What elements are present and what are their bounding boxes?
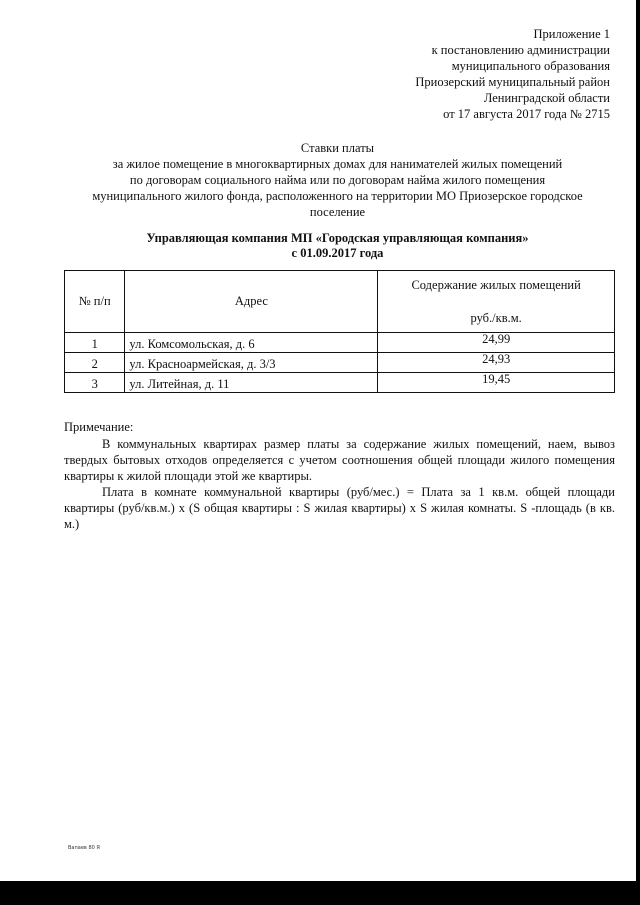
row-num: 3	[65, 373, 125, 393]
appendix-line: Приложение 1	[533, 27, 610, 41]
title-line: поселение	[309, 205, 366, 219]
header-value-line1: Содержание жилых помещений	[411, 277, 581, 292]
row-value: 24,93	[378, 353, 615, 373]
note-paragraph: Плата в комнате коммунальной квартиры (руб/мес.) = Плата за 1 кв.м. общей площади квартиры (руб/кв.м.) х (S общая квартиры : S жилая квартиры) x S жилая комнаты. S -площадь (в кв. м.)	[64, 485, 615, 531]
header-value	[378, 271, 615, 333]
row-num: 1	[65, 333, 125, 353]
appendix-line: Ленинградской области	[483, 91, 610, 105]
header-num: № п/п	[65, 271, 125, 333]
appendix-header	[415, 26, 610, 122]
rates-table	[64, 270, 615, 393]
title-line: Ставки платы	[300, 141, 375, 155]
company-heading	[60, 231, 615, 261]
appendix-line: от 17 августа 2017 года № 2715	[443, 107, 610, 121]
row-address: ул. Красноармейская, д. 3/3	[125, 353, 378, 373]
title-line: по договорам социального найма или по договорам найма жилого помещения	[129, 173, 546, 187]
effective-date: с 01.09.2017 года	[291, 246, 384, 260]
note-body	[64, 436, 615, 532]
scan-footer-mark: Вапаев 80 Я	[68, 845, 100, 851]
row-value: 24,99	[378, 333, 615, 353]
table-row	[65, 353, 615, 373]
row-address: ул. Комсомольская, д. 6	[125, 333, 378, 353]
note-paragraph: В коммунальных квартирах размер платы за содержание жилых помещений, наем, вывоз твердых бытовых отходов определяется с учетом соотношения общей площади жилого помещения квартиры к жилой площади этой же квартиры.	[64, 437, 615, 483]
scan-edge-bottom	[0, 881, 640, 905]
header-address: Адрес	[125, 271, 378, 333]
appendix-line: муниципального образования	[451, 59, 610, 73]
header-value-line2: руб./кв.м.	[470, 310, 522, 325]
note-title: Примечание:	[64, 420, 134, 434]
document-title	[60, 140, 615, 220]
table-header-row	[65, 271, 615, 333]
row-address: ул. Литейная, д. 11	[125, 373, 378, 393]
scan-edge-right	[636, 0, 640, 905]
title-line: муниципального жилого фонда, расположенного на территории МО Приозерское городское	[92, 189, 583, 203]
appendix-line: к постановлению администрации	[431, 43, 610, 57]
title-line: за жилое помещение в многоквартирных домах для нанимателей жилых помещений	[112, 157, 563, 171]
row-num: 2	[65, 353, 125, 373]
row-value: 19,45	[378, 373, 615, 393]
company-name: Управляющая компания МП «Городская управляющая компания»	[146, 231, 529, 245]
appendix-line: Приозерский муниципальный район	[415, 75, 610, 89]
table-row	[65, 373, 615, 393]
table-row	[65, 333, 615, 353]
